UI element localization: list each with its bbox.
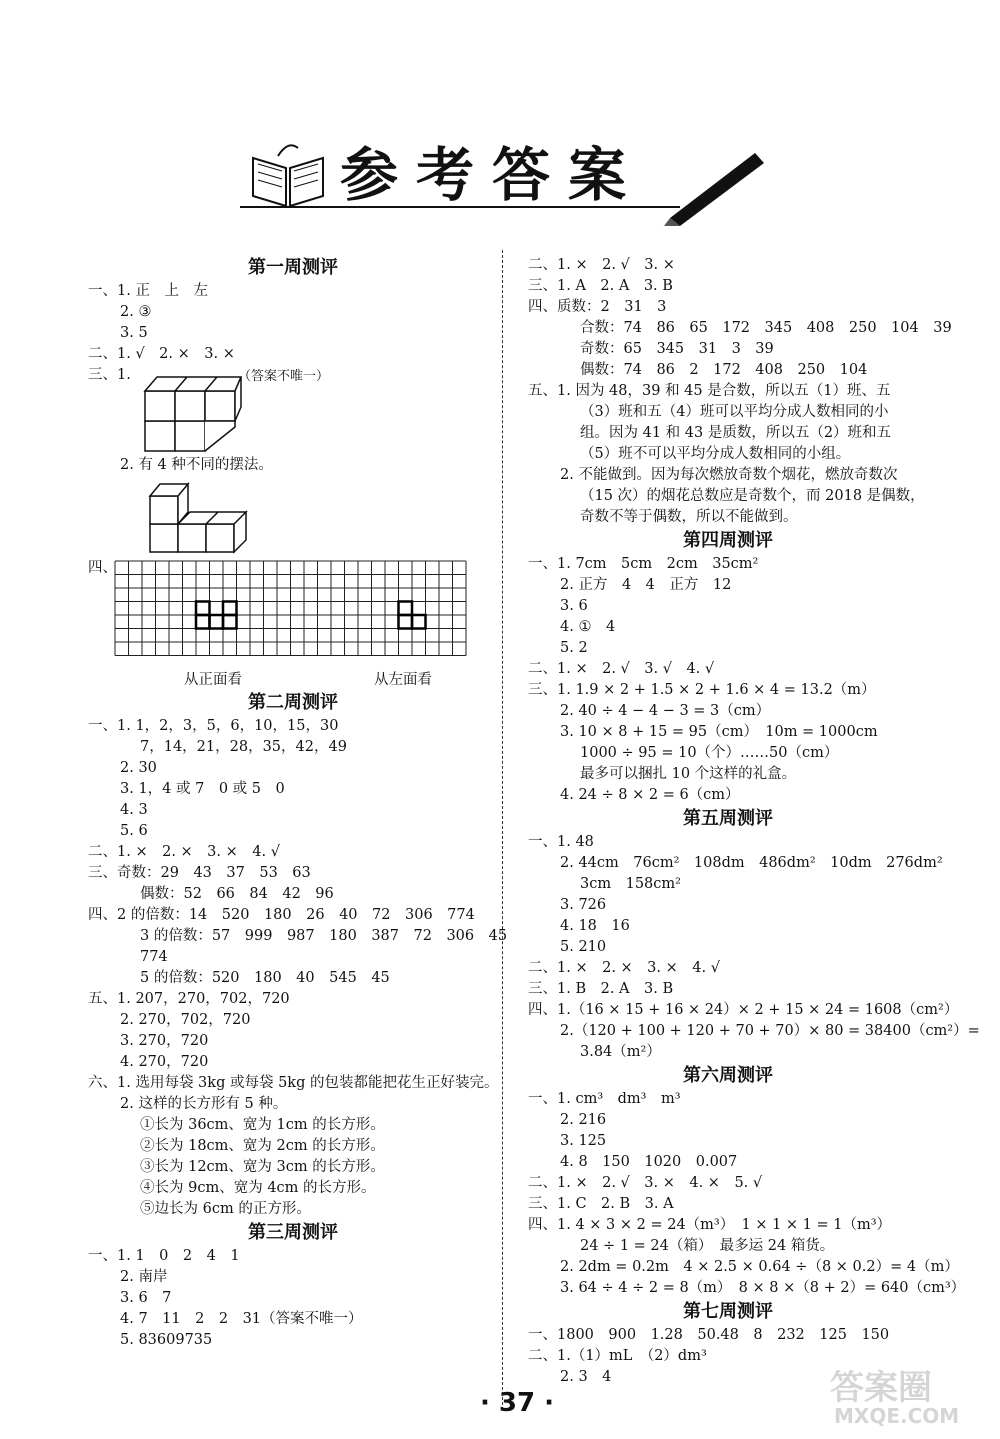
- answer-line: 24 ÷ 1 = 24（箱） 最多运 24 箱货。: [580, 1238, 835, 1254]
- answer-line: 3.84（m²）: [580, 1044, 661, 1060]
- section-title-week1: 第一周测评: [248, 257, 338, 278]
- answer-line: 3. 125: [560, 1133, 607, 1149]
- answer-line: 一、1. 48: [528, 834, 594, 850]
- answer-line: 二、1. × 2. √ 3. ×: [528, 257, 675, 273]
- answer-line: 1000 ÷ 95 = 10（个）……50（cm）: [580, 745, 839, 761]
- answer-line: （3）班和五（4）班可以平均分成人数相同的小: [580, 404, 889, 420]
- answer-line: 三、奇数：29 43 37 53 63: [88, 865, 311, 881]
- section-title-week3: 第三周测评: [248, 1222, 338, 1243]
- answer-line: 组。因为 41 和 43 是质数，所以五（2）班和五: [580, 425, 892, 441]
- answer-line: 四、: [88, 560, 117, 576]
- answer-line: 4. 18 16: [560, 918, 630, 934]
- answer-line: 五、1. 因为 48，39 和 45 是合数，所以五（1）班、五: [528, 383, 891, 399]
- answer-line: 2. 3 4: [560, 1369, 612, 1385]
- answer-line: 一、1. cm³ dm³ m³: [528, 1091, 681, 1107]
- answer-line: 一、1. 正 上 左: [88, 283, 208, 299]
- answer-line: 奇数不等于偶数，所以不能做到。: [580, 509, 798, 525]
- grid-label-front: 从正面看: [184, 672, 242, 688]
- section-title-week5: 第五周测评: [683, 808, 773, 829]
- open-book-icon: [248, 138, 328, 208]
- answer-line: 合数：74 86 65 172 345 408 250 104 39: [580, 320, 952, 336]
- answer-line: 3. 270，720: [120, 1033, 209, 1049]
- answer-line: 3 的倍数：57 999 987 180 387 72 306 45: [140, 928, 508, 944]
- watermark-logo: [820, 1360, 990, 1430]
- answer-line: 二、1. × 2. √ 3. √ 4. √: [528, 661, 715, 677]
- answer-line: 2.（120 + 100 + 120 + 70 + 70）× 80 = 38400（cm²）=: [560, 1023, 980, 1039]
- answer-line: （5）班不可以平均分成人数相同的小组。: [580, 446, 851, 462]
- answer-line: 三、1. A 2. A 3. B: [528, 278, 673, 294]
- answer-line: 4. 3: [120, 802, 148, 818]
- watermark-bottom: MXQE.COM: [834, 1404, 960, 1428]
- answer-line: ⑤边长为 6cm 的正方形。: [140, 1201, 311, 1217]
- answer-line: 3cm 158cm²: [580, 876, 681, 892]
- answer-line: 3. 6 7: [120, 1290, 172, 1306]
- answer-line: 三、1.: [88, 367, 131, 383]
- answer-line: 2. 270，702，720: [120, 1012, 251, 1028]
- answer-line: ②长为 18cm、宽为 2cm 的长方形。: [140, 1138, 385, 1154]
- answer-line: 五、1. 207，270，702，720: [88, 991, 290, 1007]
- page-header: [220, 118, 760, 218]
- answer-line: 4. 7 11 2 2 31（答案不唯一）: [120, 1311, 363, 1327]
- answer-line: 4. 270，720: [120, 1054, 209, 1070]
- answer-line: 2. 44cm 76cm² 108dm 486dm² 10dm 276dm²: [560, 855, 943, 871]
- answer-line: 二、1. √ 2. × 3. ×: [88, 346, 235, 362]
- page-title: 参考答案: [340, 141, 645, 209]
- answer-line: 最多可以捆扎 10 个这样的礼盒。: [580, 766, 797, 782]
- answer-line: 二、1. × 2. √ 3. × 4. × 5. √: [528, 1175, 763, 1191]
- page-number: · 37 ·: [480, 1388, 555, 1418]
- answer-line: ④长为 9cm、宽为 4cm 的长方形。: [140, 1180, 376, 1196]
- answer-line: 二、1. × 2. × 3. × 4. √: [88, 844, 280, 860]
- answer-line: 四、2 的倍数：14 520 180 26 40 72 306 774: [88, 907, 475, 923]
- answer-line: 六、1. 选用每袋 3kg 或每袋 5kg 的包装都能把花生正好装完。: [88, 1075, 499, 1091]
- answer-line: 3. 5: [120, 325, 148, 341]
- answer-line: 5. 2: [560, 640, 588, 656]
- answer-line: 二、1.（1）mL （2）dm³: [528, 1348, 707, 1364]
- answer-line: 3. 10 × 8 + 15 = 95（cm） 10m = 1000cm: [560, 724, 878, 740]
- answer-line: 一、1. 1，2，3，5，6，10，15，30: [88, 718, 339, 734]
- answer-line: 5. 6: [120, 823, 148, 839]
- answer-line: 一、1. 1 0 2 4 1: [88, 1248, 240, 1264]
- answer-line: 2. 不能做到。因为每次燃放奇数个烟花，燃放奇数次: [560, 467, 898, 483]
- answer-line: 5 的倍数：520 180 40 545 45: [140, 970, 390, 986]
- section-title-week7: 第七周测评: [683, 1301, 773, 1322]
- answer-line: 4. 24 ÷ 8 × 2 = 6（cm）: [560, 787, 740, 803]
- answer-line: 3. 6: [560, 598, 588, 614]
- answer-line: 4. 8 150 1020 0.007: [560, 1154, 738, 1170]
- answer-line: 2. 这样的长方形有 5 种。: [120, 1096, 288, 1112]
- answer-line: 3. 726: [560, 897, 607, 913]
- answer-line: 2. 正方 4 4 正方 12: [560, 577, 732, 593]
- answer-line: 2. ③: [120, 304, 152, 320]
- left-column: [88, 255, 508, 1351]
- answer-line: 一、1. 7cm 5cm 2cm 35cm²: [528, 556, 759, 572]
- cube-figure-1: [88, 365, 498, 455]
- answer-line: 3. 64 ÷ 4 ÷ 2 = 8（m） 8 × 8 ×（8 + 2）= 640（cm³）: [560, 1280, 966, 1296]
- answer-line: 三、1. C 2. B 3. A: [528, 1196, 674, 1212]
- answer-line: 4. ① 4: [560, 619, 616, 635]
- answer-line: 2. 30: [120, 760, 157, 776]
- answer-line: 2. 216: [560, 1112, 607, 1128]
- answer-line: 四、1. 4 × 3 × 2 = 24（m³） 1 × 1 × 1 = 1（m³）: [528, 1217, 892, 1233]
- pen-icon: [660, 138, 770, 228]
- cube-drawing-icon: [148, 476, 258, 556]
- answer-line: 2. 2dm = 0.2m 4 × 2.5 × 0.64 ÷（8 × 0.2）= 4（m）: [560, 1259, 959, 1275]
- answer-line: 5. 83609735: [120, 1332, 213, 1348]
- answer-line: 一、1800 900 1.28 50.48 8 232 125 150: [528, 1327, 890, 1343]
- answer-line: 奇数：65 345 31 3 39: [580, 341, 774, 357]
- watermark-top: 答案圈: [830, 1368, 932, 1408]
- cube-figure-2: [88, 476, 498, 556]
- answer-line: ③长为 12cm、宽为 3cm 的长方形。: [140, 1159, 385, 1175]
- section-title-week4: 第四周测评: [683, 530, 773, 551]
- answer-line: 2. 40 ÷ 4 − 4 − 3 = 3（cm）: [560, 703, 771, 719]
- answer-line: 5. 210: [560, 939, 607, 955]
- view-grid: [88, 556, 498, 668]
- answer-line: 三、1. B 2. A 3. B: [528, 981, 674, 997]
- cube-drawing-icon: [143, 367, 243, 455]
- answer-line: 偶数：52 66 84 42 96: [140, 886, 334, 902]
- answer-line: 774: [140, 949, 168, 965]
- answer-line: 2. 有 4 种不同的摆法。: [120, 457, 273, 473]
- answer-line: 7，14，21，28，35，42，49: [140, 739, 347, 755]
- section-title-week6: 第六周测评: [683, 1065, 773, 1086]
- answer-line: （15 次）的烟花总数应是奇数个，而 2018 是偶数，: [580, 488, 925, 504]
- grid-label-left: 从左面看: [374, 672, 432, 688]
- column-divider: [502, 250, 503, 1410]
- answer-line: 偶数：74 86 2 172 408 250 104: [580, 362, 868, 378]
- answer-line: 三、1. 1.9 × 2 + 1.5 × 2 + 1.6 × 4 = 13.2（m）: [528, 682, 876, 698]
- section-title-week2: 第二周测评: [248, 692, 338, 713]
- square-grid: [114, 560, 478, 664]
- answer-line: 二、1. × 2. × 3. × 4. √: [528, 960, 720, 976]
- title-underline: [240, 206, 680, 208]
- answer-line: 3. 1，4 或 7 0 或 5 0: [120, 781, 285, 797]
- answer-line: ①长为 36cm、宽为 1cm 的长方形。: [140, 1117, 385, 1133]
- answer-line: 2. 南岸: [120, 1269, 168, 1285]
- answer-line: 四、质数：2 31 3: [528, 299, 667, 315]
- answer-line: 四、1.（16 × 15 + 16 × 24）× 2 + 15 × 24 = 1608（cm²）: [528, 1002, 959, 1018]
- answer-note: （答案不唯一）: [238, 369, 330, 384]
